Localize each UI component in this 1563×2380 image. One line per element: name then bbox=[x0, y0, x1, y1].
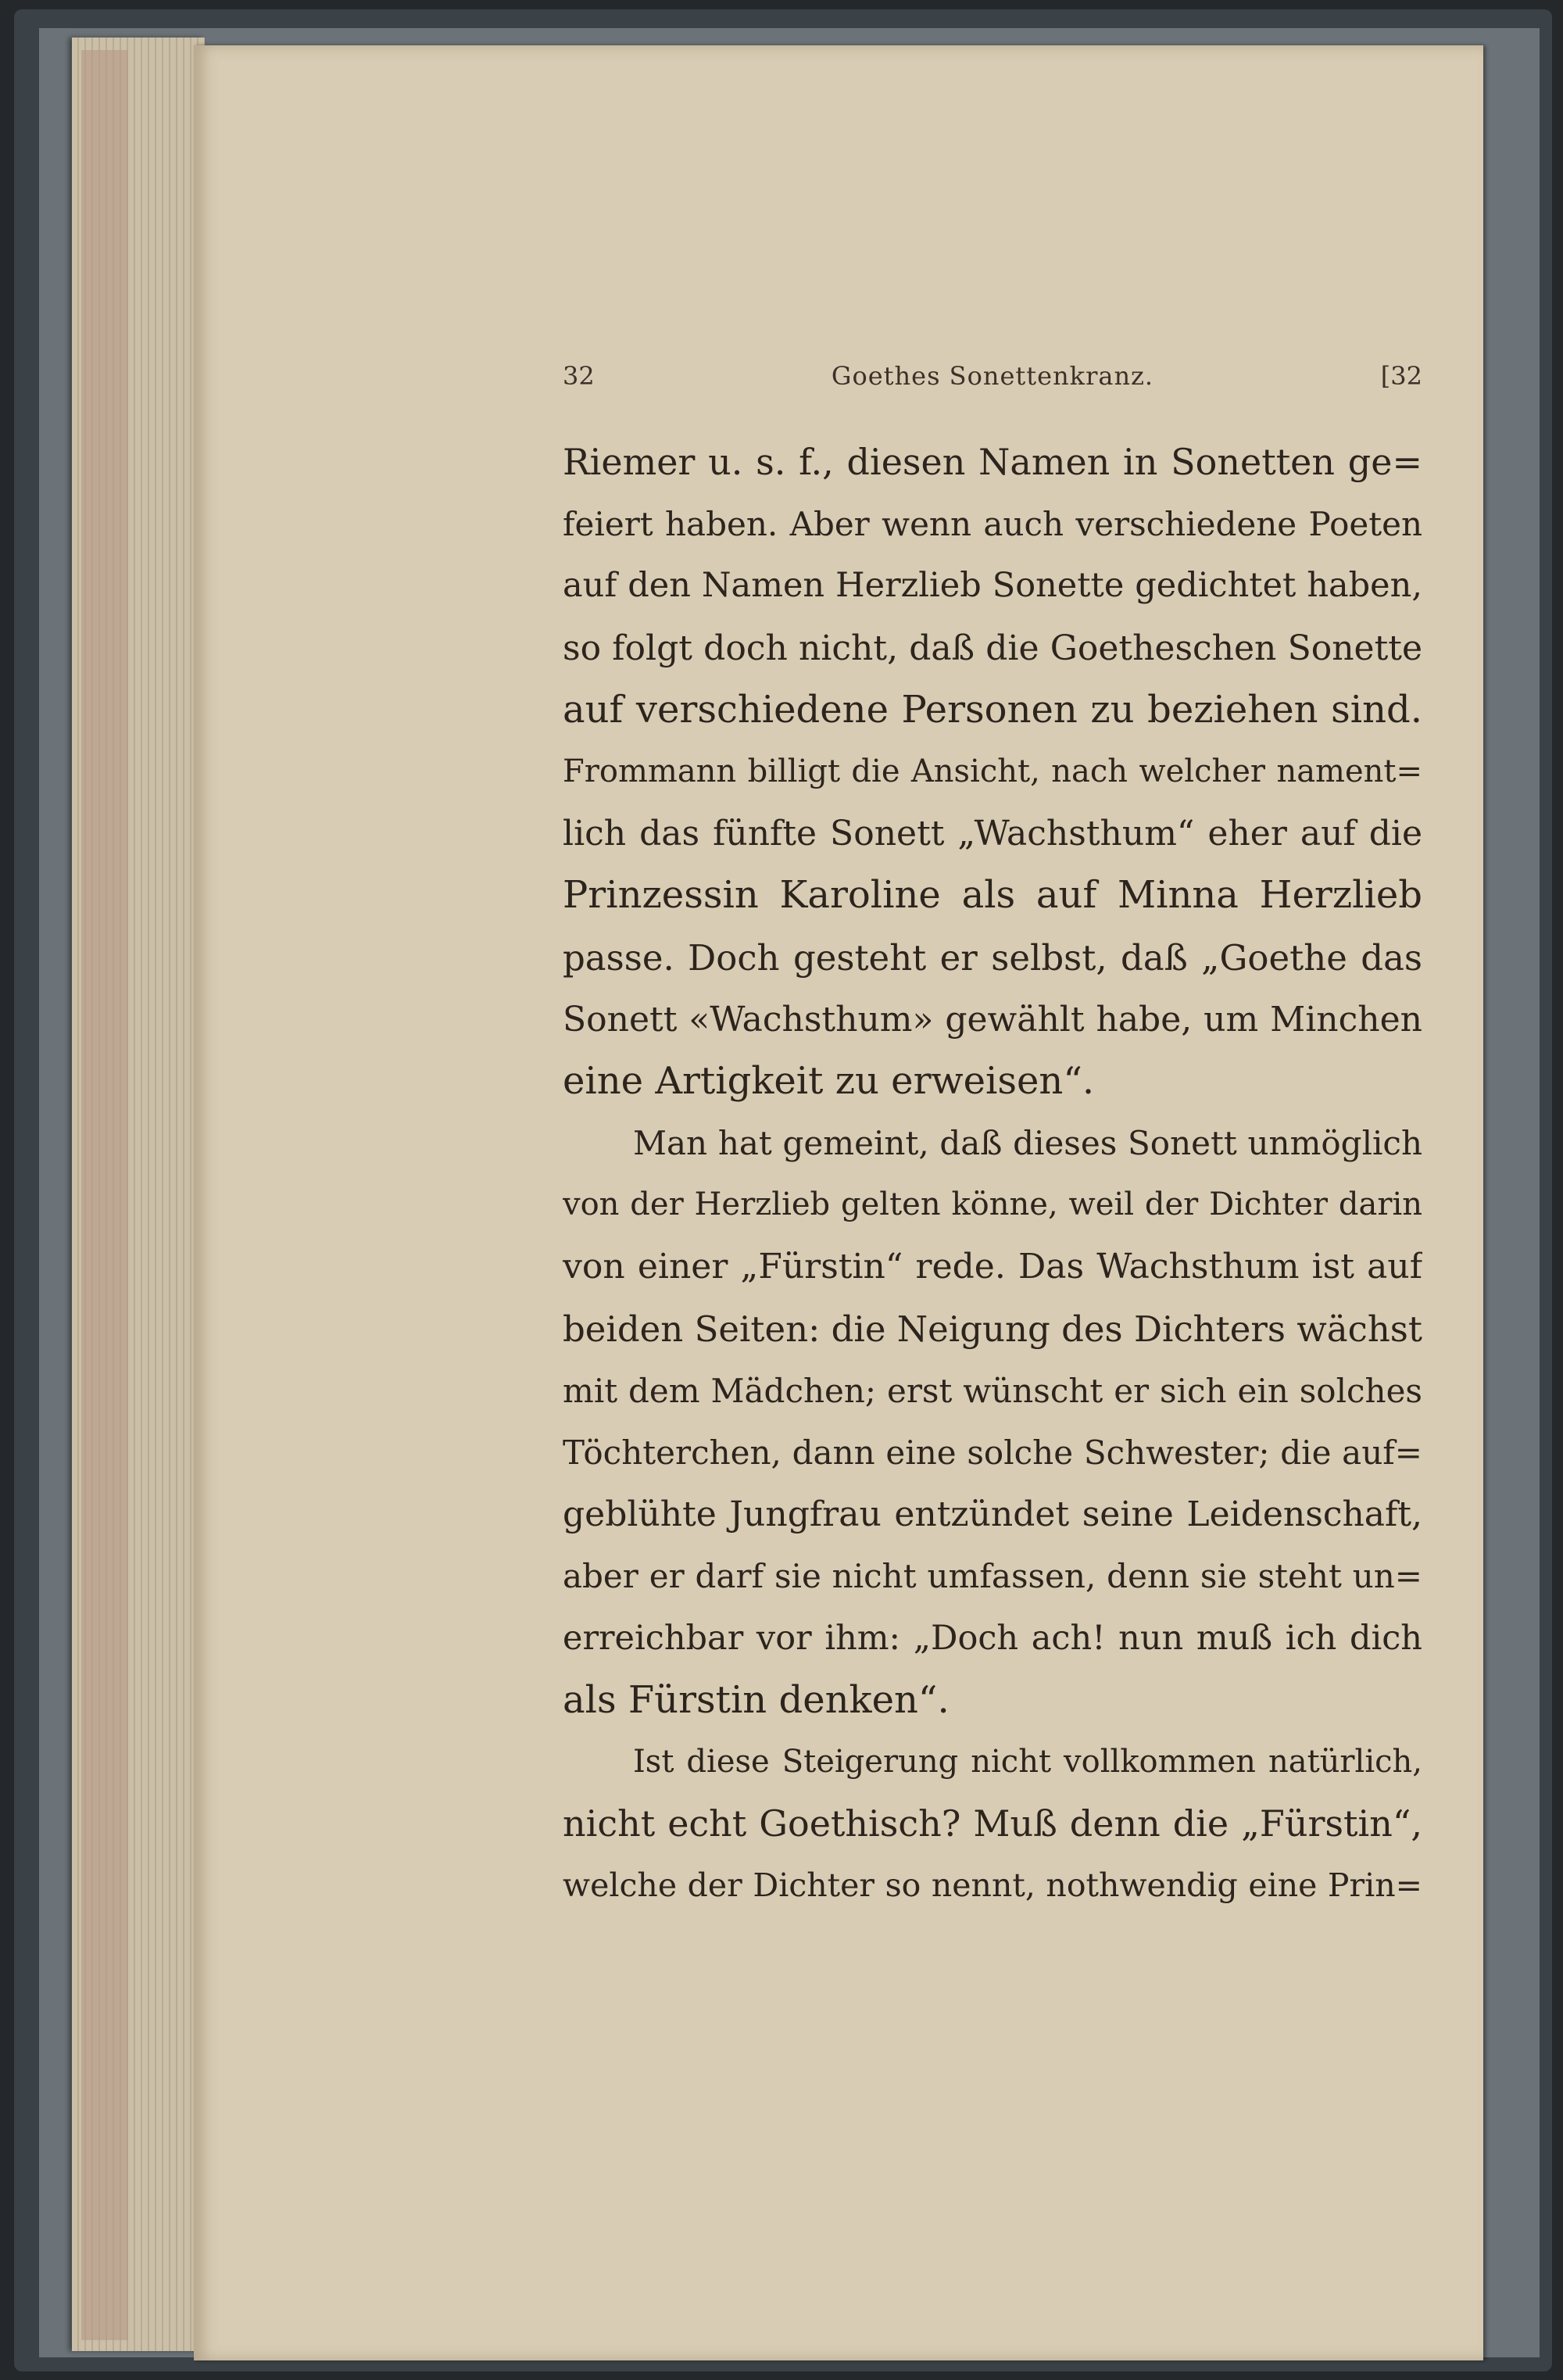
text-line: von der Herzlieb gelten könne, weil der Dichter darin bbox=[563, 1186, 1422, 1223]
page-number: 32 bbox=[563, 361, 595, 391]
text-line: passe. Doch gesteht er selbst, daß „Goethe das bbox=[563, 936, 1422, 979]
text-line: nicht echt Goethisch? Muß denn die „Fürstin“, bbox=[563, 1802, 1422, 1845]
text-line: Töchterchen, dann eine solche Schwester; die auf= bbox=[563, 1433, 1422, 1472]
running-title: Goethes Sonettenkranz. bbox=[831, 361, 1154, 391]
text-line: Prinzessin Karoline als auf Minna Herzlieb bbox=[563, 873, 1422, 918]
text-line: so folgt doch nicht, daß die Goetheschen Sonette bbox=[563, 628, 1422, 668]
text-line: auf verschiedene Personen zu beziehen sind. bbox=[563, 687, 1422, 732]
text-line: welche der Dichter so nennt, nothwendig eine Prin= bbox=[563, 1866, 1422, 1905]
text-line: mit dem Mädchen; erst wünscht er sich ein solches bbox=[563, 1371, 1422, 1410]
text-line: eine Artigkeit zu erweisen“. bbox=[563, 1058, 1095, 1103]
text-line: Frommann billigt die Ansicht, nach welcher nament= bbox=[563, 753, 1422, 789]
text-line: als Fürstin denken“. bbox=[563, 1677, 950, 1722]
text-line: aber er darf sie nicht umfassen, denn sie steht un= bbox=[563, 1557, 1422, 1596]
text-line: lich das fünfte Sonett „Wachsthum“ eher auf die bbox=[563, 814, 1422, 854]
page-edge-tint bbox=[81, 50, 128, 2340]
text-line: erreichbar vor ihm: „Doch ach! nun muß ich dich bbox=[563, 1618, 1422, 1658]
body-text bbox=[563, 431, 1422, 1917]
text-line: beiden Seiten: die Neigung des Dichters wächst bbox=[563, 1308, 1422, 1350]
text-line: geblühte Jungfrau entzündet seine Leidenschaft, bbox=[563, 1494, 1422, 1535]
text-line: Sonett «Wachsthum» gewählt habe, um Minchen bbox=[563, 999, 1422, 1040]
text-line: Man hat gemeint, daß dieses Sonett unmöglich bbox=[633, 1124, 1422, 1163]
page-number-right: [32 bbox=[1380, 361, 1422, 391]
running-header bbox=[563, 361, 1422, 400]
text-line: auf den Namen Herzlieb Sonette gedichtet haben, bbox=[563, 566, 1422, 606]
text-line: feiert haben. Aber wenn auch verschiedene Poeten bbox=[563, 505, 1422, 544]
text-line: von einer „Fürstin“ rede. Das Wachsthum ist auf bbox=[563, 1247, 1422, 1287]
text-line: Riemer u. s. f., diesen Namen in Sonetten ge= bbox=[563, 441, 1422, 483]
text-line: Ist diese Steigerung nicht vollkommen natürlich, bbox=[633, 1743, 1422, 1780]
